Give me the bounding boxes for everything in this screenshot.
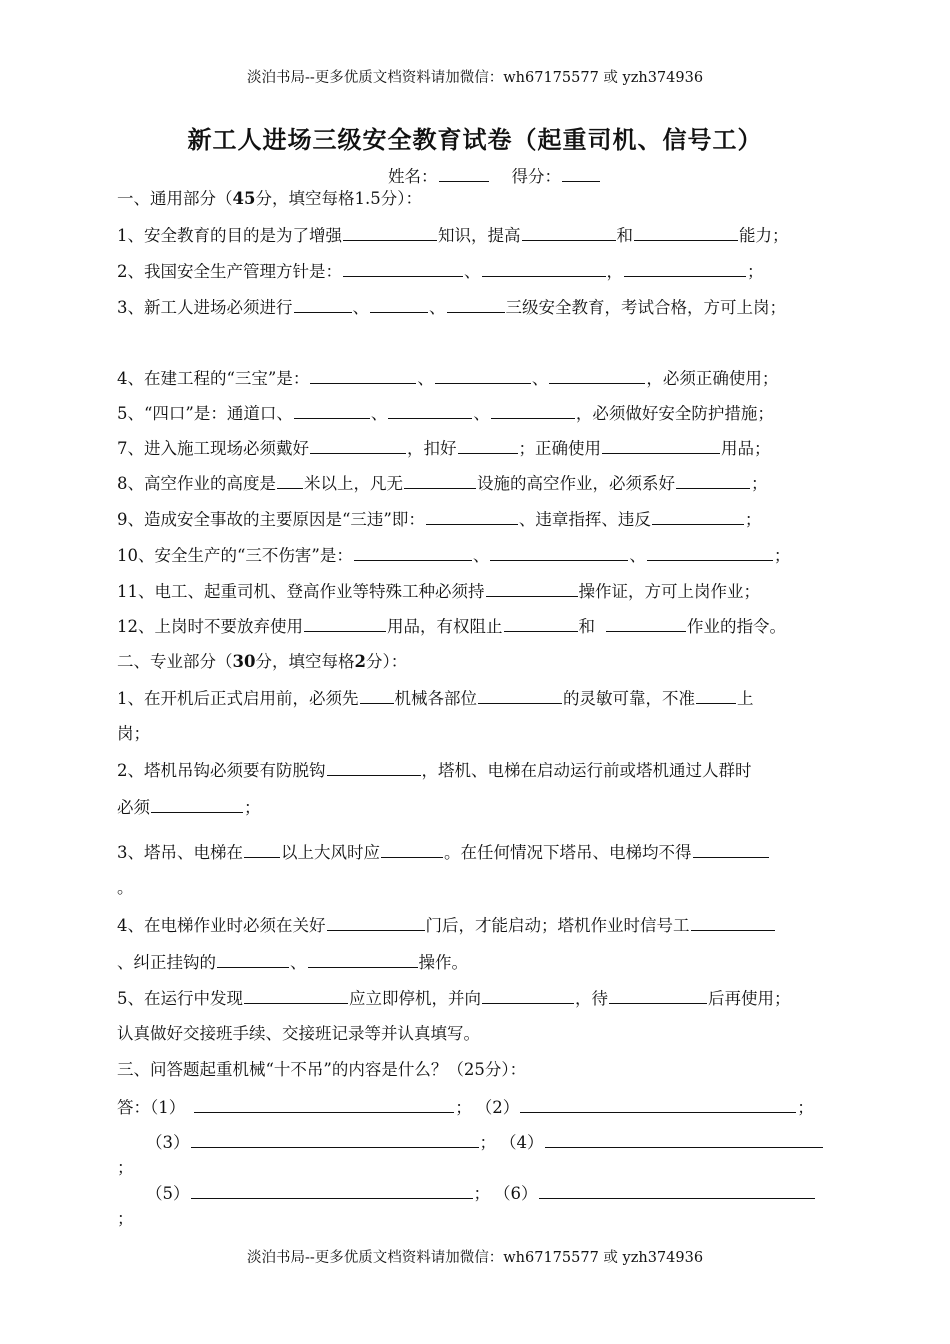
answer-blank[interactable]	[504, 615, 578, 632]
answer-blank[interactable]	[388, 402, 472, 419]
exam-title: 新工人进场三级安全教育试卷（起重司机、信号工）	[187, 126, 763, 154]
answer-blank[interactable]	[486, 580, 578, 597]
s3-answer-row-2: （3） ； （4）	[146, 1131, 824, 1154]
answer-blank[interactable]	[360, 687, 394, 704]
answer-blank[interactable]	[426, 508, 518, 525]
answer-blank[interactable]	[354, 544, 472, 561]
answer-blank[interactable]	[696, 687, 736, 704]
answer-blank[interactable]	[277, 472, 303, 489]
answer-blank[interactable]	[647, 544, 773, 561]
s1-question-8: 8、高空作业的高度是 米以上，凡无 设施的高空作业，必须系好 ；	[117, 474, 768, 493]
answer-blank[interactable]	[491, 402, 575, 419]
answer-blank[interactable]	[602, 437, 720, 454]
answer-blank[interactable]	[676, 472, 750, 489]
answer-blank[interactable]	[478, 687, 562, 704]
s1-question-5: 5、“四口”是：通道口、 、 、 ，必须做好安全防护措施；	[117, 404, 774, 423]
answer-blank[interactable]	[343, 260, 463, 277]
answer-blank[interactable]	[310, 437, 406, 454]
s2-question-2-cont: 必须 ；	[117, 798, 261, 817]
answer-blank[interactable]	[294, 296, 352, 313]
answer-blank[interactable]	[447, 296, 505, 313]
answer-blank[interactable]	[624, 260, 746, 277]
score-blank[interactable]	[562, 165, 600, 182]
answer-blank[interactable]	[691, 914, 775, 931]
s1-question-10: 10、安全生产的“三不伤害”是： 、 、 ；	[117, 546, 791, 565]
answer-blank[interactable]	[482, 987, 574, 1004]
page-header: 淡泊书局--更多优质文档资料请加微信：wh67175577 或 yzh374936	[246, 70, 704, 86]
answer-blank[interactable]	[652, 508, 744, 525]
name-blank[interactable]	[439, 165, 489, 182]
answer-blank[interactable]	[490, 544, 628, 561]
s2-question-3: 3、塔吊、电梯在 以上大风时应 。在任何情况下塔吊、电梯均不得	[117, 841, 770, 864]
answer-blank[interactable]	[191, 1182, 473, 1199]
s2-question-4-cont: 、纠正挂钩的 、 操作。	[117, 953, 468, 972]
answer-blank[interactable]	[194, 1096, 454, 1113]
s2-question-5-cont: 认真做好交接班手续、交接班记录等并认真填写。	[117, 1024, 480, 1043]
section3-title: 三、问答题起重机械“十不吊”的内容是什么？（25分）：	[117, 1060, 527, 1079]
s2-question-2: 2、塔机吊钩必须要有防脱钩 ，塔机、电梯在启动运行前或塔机通过人群时	[117, 761, 752, 780]
s1-question-7: 7、进入施工现场必须戴好 ，扣好 ；正确使用 用品；	[117, 439, 771, 458]
answer-blank[interactable]	[327, 914, 425, 931]
s3-semicolon-3: ；	[117, 1209, 134, 1228]
answer-blank[interactable]	[404, 472, 476, 489]
answer-blank[interactable]	[244, 841, 280, 858]
answer-blank[interactable]	[545, 1131, 823, 1148]
answer-blank[interactable]	[539, 1182, 815, 1199]
s2-question-4: 4、在电梯作业时必须在关好 门后，才能启动；塔机作业时信号工	[117, 914, 776, 937]
section1-title: 一、通用部分（45分，填空每格1.5分）：	[117, 189, 422, 208]
s2-question-1: 1、在开机后正式启用前，必须先 机械各部位 的灵敏可靠，不准 上	[117, 689, 754, 708]
s1-question-12: 12、上岗时不要放弃使用 用品，有权阻止 和 作业的指令。	[117, 617, 786, 636]
s2-question-5: 5、在运行中发现 应立即停机，并向 ，待 后再使用；	[117, 989, 791, 1008]
name-score-line	[388, 163, 601, 187]
s3-answer-row-1: 答：（1） ； （2） ；	[117, 1098, 814, 1117]
s3-semicolon-2: ；	[117, 1158, 134, 1177]
page-footer: 淡泊书局--更多优质文档资料请加微信：wh67175577 或 yzh374936	[246, 1250, 704, 1266]
answer-blank[interactable]	[327, 759, 421, 776]
answer-blank[interactable]	[435, 367, 531, 384]
answer-blank[interactable]	[606, 615, 686, 632]
answer-blank[interactable]	[609, 987, 707, 1004]
answer-blank[interactable]	[693, 841, 769, 858]
s1-question-1: 1、安全教育的目的是为了增强 知识，提高 和 能力；	[117, 226, 789, 245]
answer-blank[interactable]	[244, 987, 348, 1004]
answer-blank[interactable]	[310, 367, 416, 384]
answer-blank[interactable]	[217, 951, 289, 968]
s2-question-1-cont: 岗；	[117, 724, 150, 743]
s1-question-2: 2、我国安全生产管理方针是： 、 ， ；	[117, 262, 764, 281]
answer-blank[interactable]	[520, 1096, 796, 1113]
s1-question-11: 11、电工、起重司机、登高作业等特殊工种必须持 操作证，方可上岗作业；	[117, 582, 760, 601]
answer-blank[interactable]	[634, 224, 738, 241]
name-label: 姓名：	[388, 167, 438, 186]
answer-blank[interactable]	[308, 951, 418, 968]
s3-answer-row-3: （5） ； （6）	[146, 1182, 816, 1205]
answer-blank[interactable]	[522, 224, 616, 241]
answer-blank[interactable]	[381, 841, 443, 858]
s2-question-3-cont: 。	[117, 878, 134, 897]
answer-blank[interactable]	[458, 437, 518, 454]
s1-question-4: 4、在建工程的“三宝”是： 、 、 ，必须正确使用；	[117, 369, 779, 388]
section2-title: 二、专业部分（30分，填空每格2分）：	[117, 652, 408, 671]
answer-blank[interactable]	[191, 1131, 479, 1148]
s1-question-9: 9、造成安全事故的主要原因是“三违”即： 、违章指挥、违反 ；	[117, 510, 762, 529]
answer-blank[interactable]	[151, 796, 243, 813]
answer-blank[interactable]	[370, 296, 428, 313]
answer-blank[interactable]	[304, 615, 386, 632]
score-label: 得分：	[511, 167, 561, 186]
answer-blank[interactable]	[343, 224, 437, 241]
answer-blank[interactable]	[482, 260, 606, 277]
answer-label: 答：	[117, 1098, 150, 1117]
answer-blank[interactable]	[549, 367, 645, 384]
answer-blank[interactable]	[294, 402, 370, 419]
s1-question-3: 3、新工人进场必须进行 、 、 三级安全教育，考试合格，方可上岗；	[117, 298, 786, 317]
